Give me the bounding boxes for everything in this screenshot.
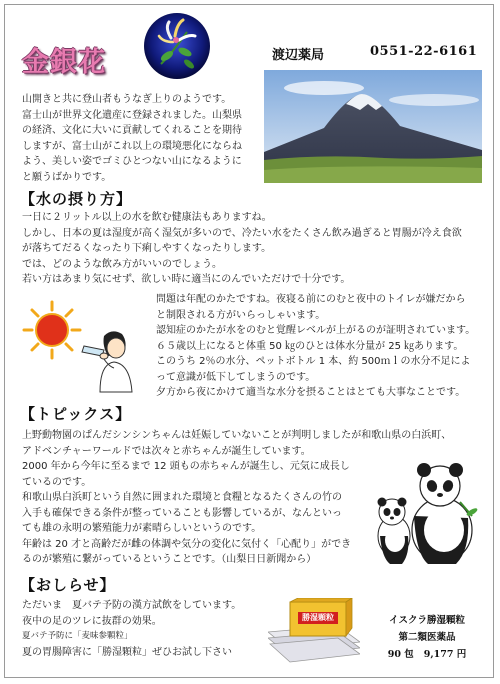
product-name: イスクラ勝湿顆粒 [389,615,465,626]
topics-line: ているのです。 [22,476,92,488]
water-line: が落ちてだるくなったり下痢しやすくなったりします。 [22,243,272,254]
water-line: 夕方から夜にかけて適当な水分を摂ることはとても大事なことです。 [156,387,466,398]
intro-line: と願うばかりです。 [22,171,112,183]
intro-paragraph [22,92,266,185]
water-paragraph-2 [156,292,475,401]
topics-line: 年齢は 20 才と高齢だが雌の体調や気分の変化に気付く「心配り」ができ [22,538,352,550]
water-line: 一日に２リットル以上の水を飲む健康法もありますね。 [22,212,272,223]
intro-line: 富士山が世界文化遺産に登録されました。山梨県 [22,109,242,121]
intro-line: よう、美しい姿でゴミひとつない山になるように [22,156,242,167]
water-line: 若い方はあまり気にせず、欲しい時に適当にのんでいただけで十分です。 [22,274,351,285]
topics-line: 上野動物園のぱんだシンシンちゃんは妊娠していないことが判明しましたが和歌山県の白浜町、 [22,430,452,441]
newsletter-title: 金銀花 [22,47,106,78]
water-paragraph [22,210,462,288]
panda-illustration [368,458,480,568]
intro-line: しますが、富士山がこれ以上の環境悪化にならね [22,140,242,152]
product-box-label: 勝湿顆粒 [302,613,334,622]
notice-paragraph [22,598,241,660]
topics-line: ても雄の永明の繁殖能力が素晴らしいというのです。 [22,523,262,534]
topics-line: 2000 年から今年に至るまで 12 頭もの赤ちゃんが誕生し、元気に成長し [22,461,350,472]
product-count: 90 包 [387,649,414,660]
flower-logo-icon [143,12,211,80]
notice-heading: 【おしらせ】 [20,576,116,594]
product-category: 第二類医薬品 [398,632,456,643]
water-line: このうち 2％の水分、ペットボトル 1 本、約 500ｍｌの水分不足によ [156,356,471,367]
notice-line: 夏バテ予防に「麦味参顆粒」 [22,631,133,641]
topics-line: 入手も確保できる条件が整っていることも影響しているが、なんといっ [22,507,342,519]
water-line: 問題は年配のかたですね。夜寝る前にのむと夜中のトイレが嫌だから [156,294,466,305]
product-box-image [268,598,360,664]
intro-line: 山開きと共に登山者もうなぎ上りのようです。 [22,94,232,105]
pharmacy-phone: 0551-22-6161 [370,44,478,59]
water-line: しかし、日本の夏は湿度が高く湿気が多いので、冷たい水をたくさん飲み過ぎると胃腸が冷え食欲 [22,227,462,239]
water-line: ６５歳以上になると体重 50 ㎏のひとは体水分量が 25 ㎏あります。 [156,340,464,352]
topics-line: アドベンチャーワールドでは次々と赤ちゃんが誕生しています。 [22,445,311,457]
water-line: と制限される方がいらっしゃいます。 [156,309,326,321]
topics-line: 和歌山県白浜町という自然に囲まれた環境と食糧となるたくさんの竹の [22,492,342,503]
water-line: 認知症のかたが水をのむと覚醒レベルが上がるのが証明されています。 [156,325,476,336]
water-line: では、どのような飲み方がいいのでしょう。 [22,258,222,270]
fuji-photo [264,70,482,183]
sun-icon [22,300,82,360]
product-count-price [372,646,482,663]
water-line: って意識が低下してしまうのです。 [156,371,316,383]
intro-line: の経済、文化に大いに貢献してくれることを期待 [22,125,242,136]
drinking-woman-illustration [78,326,140,394]
notice-line: 夏の胃腸障害に「勝湿顆粒」ぜひお試し下さい [22,646,232,658]
topics-line: るのが繁殖に繋がっているということです。（山梨日日新聞から） [22,554,317,565]
water-heading: 【水の摂り方】 [20,190,133,208]
topics-heading: 【トピックス】 [20,405,132,423]
product-info [372,612,482,663]
notice-line: ただいま 夏バテ予防の漢方試飲をしています。 [22,600,242,611]
product-price: 9,177 円 [423,649,467,660]
notice-line: 夜中の足のツレに抜群の効果。 [22,615,162,627]
pharmacy-name: 渡辺薬局 [272,48,325,63]
